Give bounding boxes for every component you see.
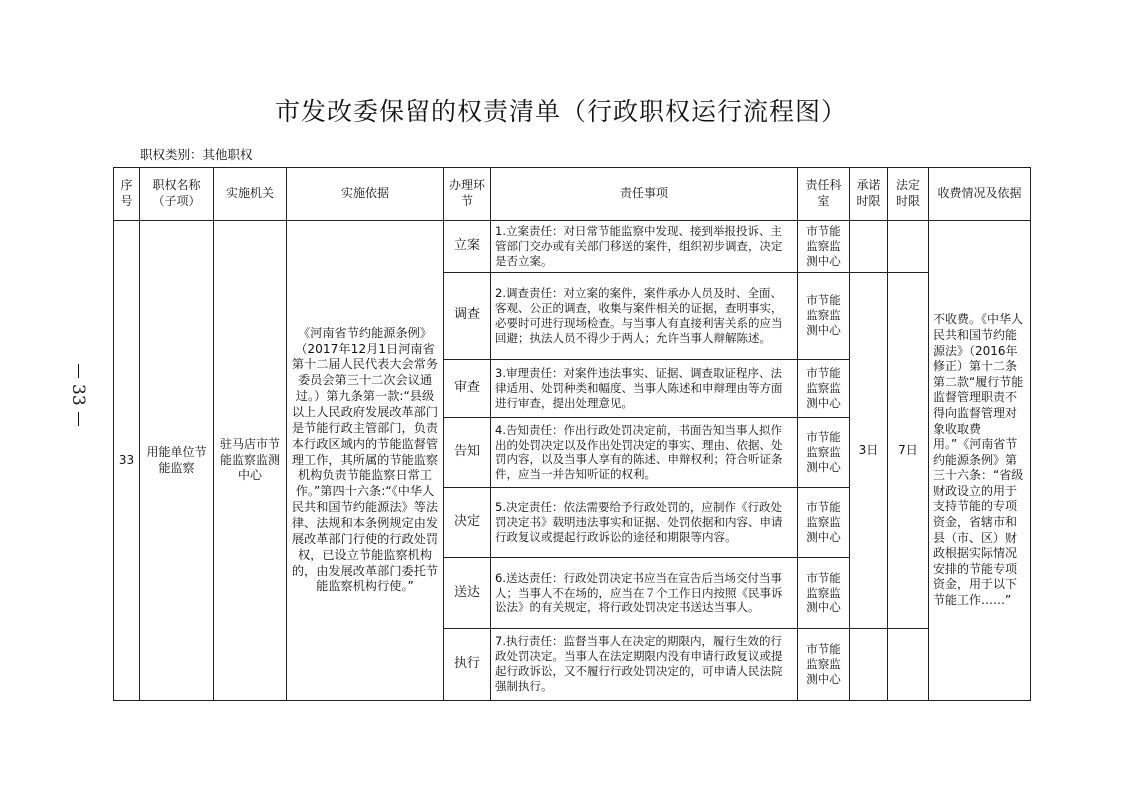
cell-basis: 《河南省节约能源条例》（2017年12月1日河南省第十二届人民代表大会常务委员会第三十二次会议通过。）第九条第一款:“县级以上人民政府发展改革部门是节能行政主管部门，负责本行政区域内的节能监督管理工作，其所属的节能监察机构负责节能监察日常工作。”第四十六条:“《中华人民共和国节约能源法》等法律、法规和本条例规定由发展改革部门行使的行政处罚权，已设立节能监察机构的，由发展改革部门委托节能监察机构行使。” bbox=[287, 221, 444, 701]
cell-dept: 市节能监察监测中心 bbox=[798, 417, 850, 487]
header-fee: 收费情况及依据 bbox=[929, 168, 1031, 221]
cell-stage: 送达 bbox=[444, 558, 491, 628]
cell-dept: 市节能监察监测中心 bbox=[798, 558, 850, 628]
cell-duty: 2.调查责任：对立案的案件，案件承办人员及时、全面、客观、公正的调查，收集与案件相关的证据，查明事实，必要时可进行现场检查。与当事人有直接利害关系的应当回避；执法人员不得少于两人；允许当事人辩解陈述。 bbox=[491, 273, 798, 359]
cell-legal-time: 7日 bbox=[888, 273, 929, 628]
header-stage: 办理环节 bbox=[444, 168, 491, 221]
page-number-value: 33 bbox=[68, 384, 88, 406]
power-category-label: 职权类别：其他职权 bbox=[140, 147, 253, 162]
cell-duty: 1.立案责任：对日常节能监察中发现、接到举报投诉、主管部门交办或有关部门移送的案件，组织初步调查，决定是否立案。 bbox=[491, 221, 798, 273]
cell-stage: 立案 bbox=[444, 221, 491, 273]
header-agency: 实施机关 bbox=[214, 168, 287, 221]
page-number-dash-bottom bbox=[78, 412, 79, 426]
cell-power-name: 用能单位节能监察 bbox=[140, 221, 214, 701]
cell-seq: 33 bbox=[114, 221, 140, 701]
header-basis: 实施依据 bbox=[287, 168, 444, 221]
cell-stage: 告知 bbox=[444, 417, 491, 487]
header-legal-time: 法定时限 bbox=[888, 168, 929, 221]
cell-dept: 市节能监察监测中心 bbox=[798, 273, 850, 359]
header-seq: 序号 bbox=[114, 168, 140, 221]
cell-duty: 5.决定责任：依法需要给予行政处罚的，应制作《行政处罚决定书》载明违法事实和证据、处罚依据和内容、申请行政复议或提起行政诉讼的途径和期限等内容。 bbox=[491, 488, 798, 558]
page-title: 市发改委保留的权责清单（行政职权运行流程图） bbox=[274, 97, 847, 126]
cell-dept: 市节能监察监测中心 bbox=[798, 628, 850, 700]
cell-promise-time: 3日 bbox=[850, 273, 888, 628]
power-duty-table bbox=[113, 167, 1031, 701]
cell-duty: 3.审理责任：对案件违法事实、证据、调查取证程序、法律适用、处罚种类和幅度、当事人陈述和申辩理由等方面进行审查，提出处理意见。 bbox=[491, 359, 798, 417]
header-duty: 责任事项 bbox=[491, 168, 798, 221]
cell-agency: 驻马店市节能监察监测中心 bbox=[214, 221, 287, 701]
page-number bbox=[66, 345, 90, 445]
cell-dept: 市节能监察监测中心 bbox=[798, 221, 850, 273]
cell-legal-time-empty bbox=[888, 628, 929, 700]
cell-promise-time-empty bbox=[850, 628, 888, 700]
cell-stage: 审查 bbox=[444, 359, 491, 417]
cell-promise-time-empty bbox=[850, 221, 888, 273]
table-header-row bbox=[114, 168, 1031, 221]
cell-legal-time-empty bbox=[888, 221, 929, 273]
header-dept: 责任科室 bbox=[798, 168, 850, 221]
cell-duty: 4.告知责任：作出行政处罚决定前，书面告知当事人拟作出的处罚决定以及作出处罚决定的事实、理由、依据、处罚内容，以及当事人享有的陈述、申辩权利；符合听证条件，应当一并告知听证的权利。 bbox=[491, 417, 798, 487]
table-row bbox=[114, 221, 1031, 273]
cell-fee: 不收费。《中华人民共和国节约能源法》（2016年修正）第十二条第二款“履行节能监督管理职责不得向监督管理对象收取费用。”《河南省节约能源条例》第三十六条：“省级财政设立的用于支持节能的专项资金，省辖市和县（市、区）财政根据实际情况安排的节能专项资金，用于以下节能工作……” bbox=[929, 221, 1031, 701]
cell-duty: 7.执行责任：监督当事人在决定的期限内，履行生效的行政处罚决定。当事人在法定期限内没有申请行政复议或提起行政诉讼，又不履行行政处罚决定的，可申请人民法院强制执行。 bbox=[491, 628, 798, 700]
cell-stage: 决定 bbox=[444, 488, 491, 558]
header-power-name: 职权名称（子项） bbox=[140, 168, 214, 221]
cell-stage: 调查 bbox=[444, 273, 491, 359]
cell-stage: 执行 bbox=[444, 628, 491, 700]
page-number-dash-top bbox=[78, 364, 79, 378]
cell-dept: 市节能监察监测中心 bbox=[798, 359, 850, 417]
cell-dept: 市节能监察监测中心 bbox=[798, 488, 850, 558]
cell-duty: 6.送达责任：行政处罚决定书应当在宣告后当场交付当事人；当事人不在场的，应当在７个工作日内按照《民事诉讼法》的有关规定，将行政处罚决定书送达当事人。 bbox=[491, 558, 798, 628]
header-promise-time: 承诺时限 bbox=[850, 168, 888, 221]
